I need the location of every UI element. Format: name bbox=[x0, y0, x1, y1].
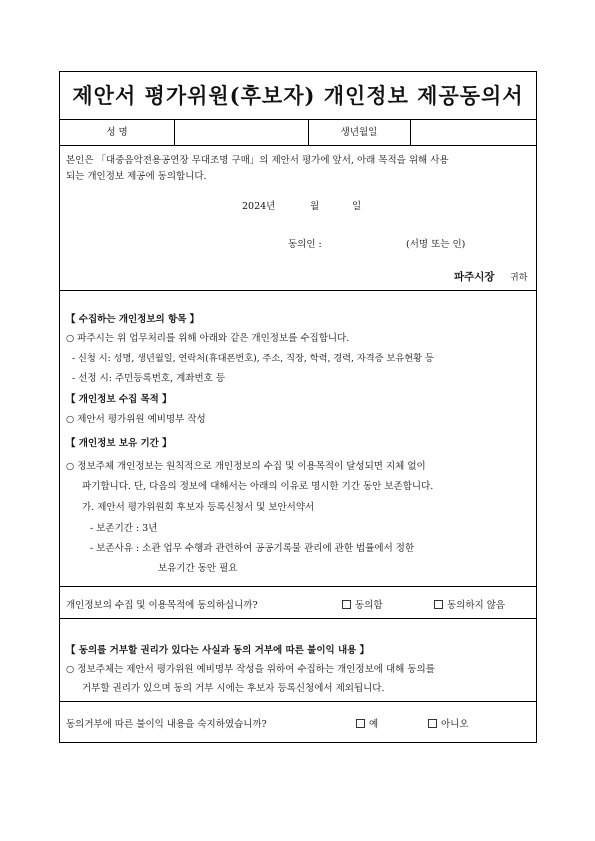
yes-option[interactable] bbox=[356, 716, 378, 730]
year-text: 2024년 bbox=[242, 201, 276, 212]
question-acknowledge bbox=[60, 702, 536, 744]
name-field[interactable] bbox=[174, 120, 308, 146]
question-collect-consent bbox=[60, 587, 536, 619]
period-line: - 보존기간 : 3년 bbox=[90, 523, 158, 534]
disagree-label: 동의하지 않음 bbox=[447, 600, 506, 611]
purpose-line: ○ 제안서 평가위원 예비명부 작성 bbox=[66, 414, 206, 425]
refusal-section bbox=[60, 619, 536, 702]
consent-section bbox=[60, 146, 536, 291]
items-line: - 신청 시: 성명, 생년월일, 연락처(휴대폰번호), 주소, 직장, 학력, 경력, 자격증 보유현황 등 bbox=[72, 353, 434, 364]
sign-note: (서명 또는 인) bbox=[406, 239, 466, 250]
info-section bbox=[60, 291, 536, 587]
period-line: 가. 제안서 평가위원회 후보자 등록신청서 및 보안서약서 bbox=[82, 502, 315, 513]
no-option[interactable] bbox=[428, 716, 469, 730]
items-line: - 선정 시: 주민등록번호, 계좌번호 등 bbox=[72, 373, 226, 384]
period-line: 보유기간 동안 필요 bbox=[158, 563, 238, 574]
question-text: 개인정보의 수집 및 이용목적에 동의하십니까? bbox=[66, 600, 258, 611]
yes-label: 예 bbox=[369, 719, 379, 730]
checkbox-icon[interactable] bbox=[434, 600, 443, 609]
refusal-line: ○ 정보주체는 제안서 평가위원 예비명부 작성을 위하여 수집하는 개인정보에 대해 동의를 bbox=[66, 664, 435, 675]
period-line: 파기합니다. 단, 다음의 정보에 대해서는 아래의 이유로 명시한 기간 동안 보존합니다. bbox=[82, 481, 434, 492]
checkbox-icon[interactable] bbox=[356, 719, 365, 728]
name-row bbox=[60, 120, 536, 146]
signer-label: 동의인 : bbox=[288, 239, 322, 250]
consent-form bbox=[59, 71, 537, 743]
form-title: 제안서 평가위원(후보자) 개인정보 제공동의서 bbox=[60, 72, 536, 120]
disagree-option[interactable] bbox=[434, 597, 505, 611]
items-line: ○ 파주시는 위 업무처리를 위해 아래와 같은 개인정보를 수집합니다. bbox=[66, 333, 350, 344]
mayor-suffix: 귀하 bbox=[510, 273, 528, 283]
birth-label: 생년월일 bbox=[340, 127, 378, 138]
birth-field[interactable] bbox=[410, 120, 538, 146]
month-text: 월 bbox=[310, 201, 320, 212]
name-label: 성 명 bbox=[106, 127, 128, 138]
no-label: 아니오 bbox=[441, 719, 469, 730]
refusal-line: 거부할 권리가 있으며 동의 거부 시에는 후보자 등록신청에서 제외됩니다. bbox=[82, 683, 385, 694]
consent-intro-line: 되는 개인정보 제공에 동의합니다. bbox=[66, 171, 207, 182]
items-title: 【 수집하는 개인정보의 항목 】 bbox=[66, 314, 200, 325]
checkbox-icon[interactable] bbox=[428, 719, 437, 728]
refusal-title: 【 동의를 거부할 권리가 있다는 사실과 동의 거부에 따른 불이익 내용 】 bbox=[66, 645, 370, 656]
checkbox-icon[interactable] bbox=[342, 600, 351, 609]
consent-intro bbox=[66, 153, 532, 185]
question-text: 동의거부에 따른 불이익 내용을 숙지하였습니까? bbox=[66, 719, 267, 730]
agree-option[interactable] bbox=[342, 597, 383, 611]
period-title: 【 개인정보 보유 기간 】 bbox=[66, 438, 172, 449]
day-text: 일 bbox=[352, 201, 362, 212]
consent-intro-line: 본인은 「대중음악전용공연장 무대조명 구매」의 제안서 평가에 앞서, 아래 목적을 위해 사용 bbox=[66, 155, 449, 166]
period-line: - 보존사유 : 소관 업무 수행과 관련하여 공공기록물 관리에 관한 법률에서 정한 bbox=[90, 543, 415, 554]
mayor-name: 파주시장 bbox=[454, 271, 495, 283]
period-line: ○ 정보주체 개인정보는 원칙적으로 개인정보의 수집 및 이용목적이 달성되면 지체 없이 bbox=[66, 461, 426, 472]
agree-label: 동의함 bbox=[355, 600, 383, 611]
purpose-title: 【 개인정보 수집 목적 】 bbox=[66, 394, 172, 405]
